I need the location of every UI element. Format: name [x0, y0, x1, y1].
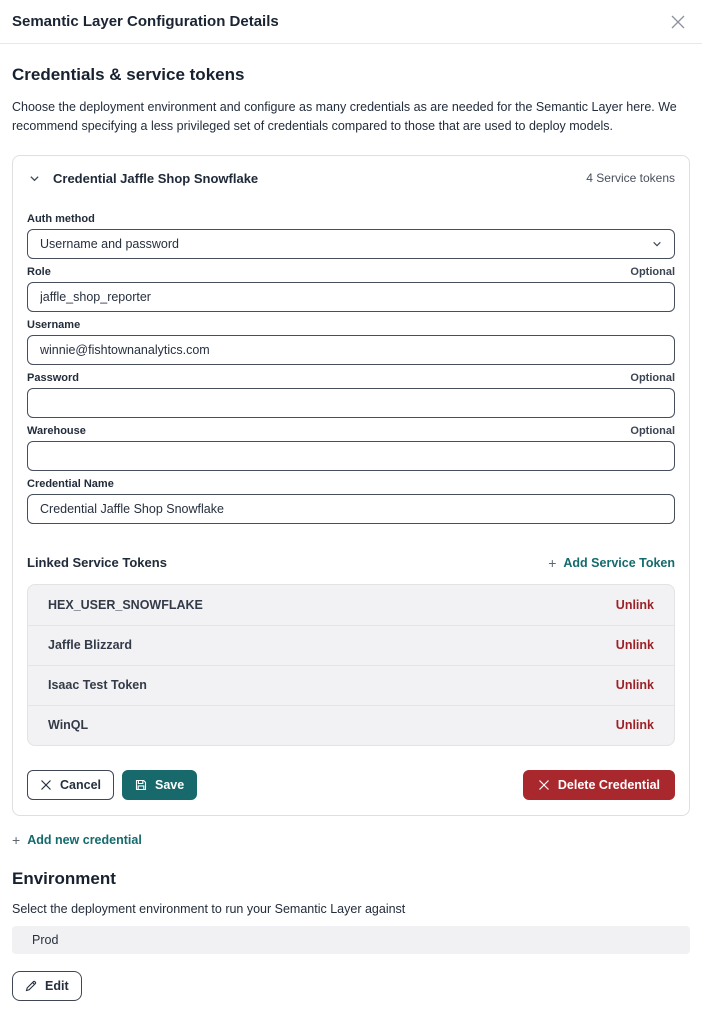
password-label: Password: [27, 371, 79, 384]
chevron-down-icon: [29, 173, 40, 184]
credential-name-label: Credential Name: [27, 477, 114, 490]
field-auth-method: [27, 213, 675, 259]
username-label: Username: [27, 318, 81, 331]
chevron-down-icon: [652, 239, 662, 249]
unlink-button[interactable]: Unlink: [615, 718, 654, 733]
cancel-button[interactable]: [27, 770, 114, 800]
close-icon: [671, 15, 685, 29]
credentials-heading: Credentials & service tokens: [12, 65, 245, 84]
close-button[interactable]: [668, 12, 688, 32]
delete-credential-button[interactable]: [523, 770, 675, 800]
unlink-button[interactable]: Unlink: [615, 597, 654, 612]
role-label: Role: [27, 265, 51, 278]
service-token-list: [27, 584, 675, 746]
token-row: [28, 665, 674, 705]
unlink-button[interactable]: Unlink: [615, 638, 654, 653]
dialog-header: [0, 0, 702, 44]
add-service-token-button[interactable]: [548, 555, 675, 571]
credential-name-input[interactable]: [27, 494, 675, 524]
save-button[interactable]: [122, 770, 197, 800]
password-input[interactable]: [27, 388, 675, 418]
field-username: [27, 319, 675, 365]
unlink-button[interactable]: Unlink: [615, 678, 654, 693]
pencil-icon: [25, 980, 37, 992]
card-button-row: [27, 770, 675, 800]
password-optional-tag: Optional: [630, 371, 675, 384]
linked-tokens-title: Linked Service Tokens: [27, 555, 167, 571]
service-token-count: 4 Service tokens: [586, 171, 675, 186]
environment-value: [12, 926, 690, 954]
credentials-description: Choose the deployment environment and configure as many credentials as are needed for the Semantic Layer here. We recommend specifying a less privileged set of credentials compared to those that are used to deploy models.: [12, 100, 677, 134]
save-label: Save: [155, 777, 185, 792]
edit-environment-button[interactable]: [12, 971, 82, 1001]
username-input[interactable]: [27, 335, 675, 365]
cancel-label: Cancel: [60, 777, 101, 792]
field-password: [27, 372, 675, 418]
token-name: Jaffle Blizzard: [48, 638, 133, 653]
field-warehouse: [27, 425, 675, 471]
credential-card-header: [27, 156, 675, 186]
environment-description: Select the deployment environment to run your Semantic Layer against: [12, 901, 406, 916]
credential-card: [12, 155, 690, 816]
dialog-body: [0, 65, 702, 1021]
environment-heading: Environment: [12, 868, 116, 888]
warehouse-label: Warehouse: [27, 424, 86, 437]
edit-label: Edit: [45, 978, 69, 993]
field-role: [27, 266, 675, 312]
warehouse-optional-tag: Optional: [630, 424, 675, 437]
close-icon: [40, 779, 52, 791]
warehouse-input[interactable]: [27, 441, 675, 471]
token-name: Isaac Test Token: [48, 678, 147, 693]
field-credential-name: [27, 478, 675, 524]
save-icon: [135, 779, 147, 791]
plus-icon: +: [12, 831, 21, 848]
add-service-token-label: Add Service Token: [563, 555, 675, 570]
delete-credential-label: Delete Credential: [557, 777, 660, 792]
token-row: [28, 625, 674, 665]
collapse-toggle-button[interactable]: [27, 171, 41, 185]
role-input[interactable]: [27, 282, 675, 312]
token-row: [28, 585, 674, 625]
close-icon: [538, 779, 550, 791]
add-new-credential-button[interactable]: [12, 832, 142, 848]
role-optional-tag: Optional: [630, 265, 675, 278]
auth-method-label: Auth method: [27, 212, 95, 225]
token-name: HEX_USER_SNOWFLAKE: [48, 597, 203, 612]
environment-value-label: Prod: [32, 932, 59, 947]
credential-card-title: Credential Jaffle Shop Snowflake: [53, 170, 259, 186]
token-row: [28, 705, 674, 745]
add-new-credential-label: Add new credential: [27, 832, 142, 847]
auth-method-select[interactable]: [27, 229, 675, 259]
plus-icon: +: [548, 554, 557, 571]
token-name: WinQL: [48, 718, 89, 733]
linked-tokens-header: [27, 555, 675, 571]
auth-method-value: Username and password: [40, 236, 179, 251]
dialog-title: Semantic Layer Configuration Details: [12, 13, 279, 30]
